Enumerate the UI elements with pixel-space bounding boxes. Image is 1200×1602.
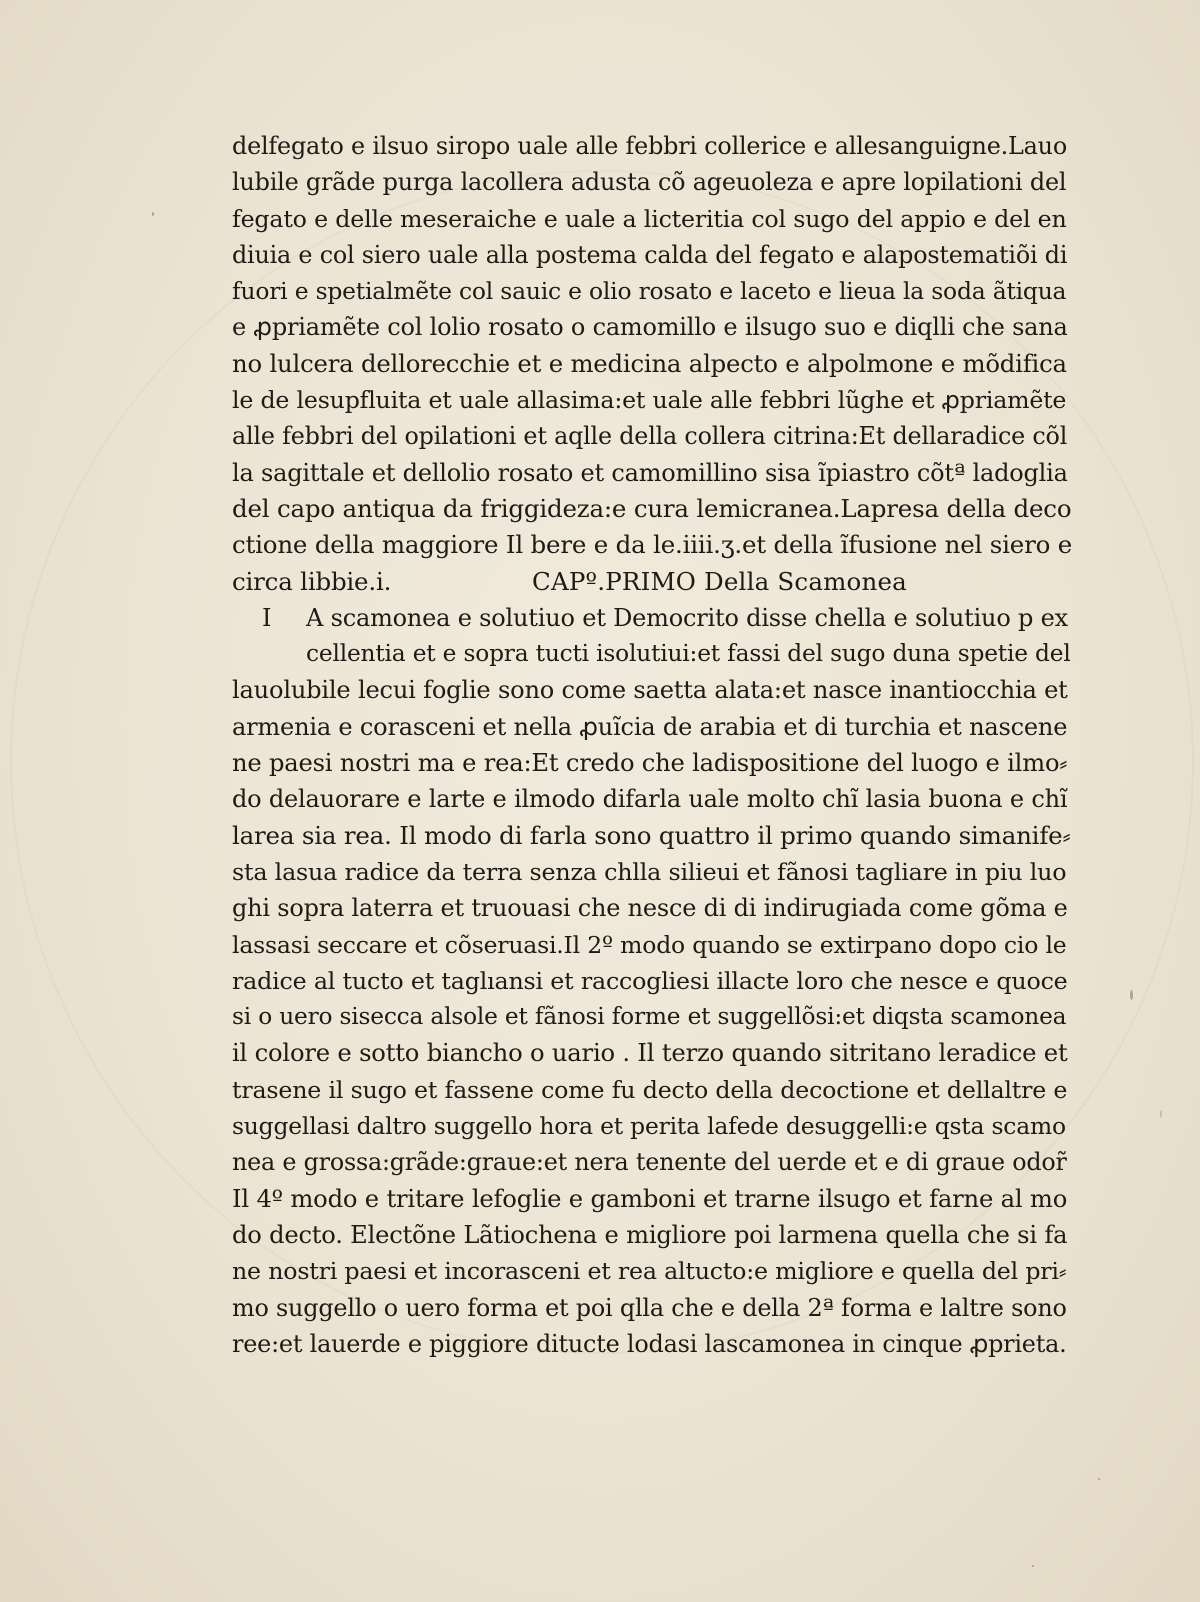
text-line: nea e grossa:grãde:graue:et nera tenente del uerde et e di graue odor̃ <box>232 1148 1067 1177</box>
text-line: larea sia rea. Il modo di farla sono quattro il primo quando simanife⸗ <box>232 820 1071 850</box>
text-line: no lulcera dellorecchie et e medicina alpecto e alpolmone e mõdifica <box>232 348 1067 378</box>
text-line: le de lesupfluita et uale allasima:et uale alle febbri lũghe et ꝓpriamẽte <box>232 386 1067 415</box>
text-line: ne nostri paesi et incorasceni et rea altucto:e migliore e quella del pri⸗ <box>232 1257 1067 1286</box>
text-line: delfegato e ilsuo siropo uale alle febbri collerice e allesanguigne.Lauo <box>232 132 1068 160</box>
text-line: e ꝓpriamẽte col lolio rosato o camomillo e ilsugo suo e diqlli che sana <box>232 313 1068 342</box>
text-line: radice al tucto et taglıansi et raccogliesi illacte loro che nesce e quoce <box>232 966 1068 995</box>
text-line: ghi sopra laterra et truouasi che nesce di di indirugiada come gõma e <box>232 894 1068 923</box>
text-line: cellentia et e sopra tucti isolutiui:et fassi del sugo duna spetie del <box>306 640 1071 668</box>
text-line: la sagittale et dellolio rosato et camomillino sisa ĩpiastro cõtª ladoglia <box>232 458 1068 487</box>
text-line: lassasi seccare et cõseruasi.Il 2º modo quando se extirpano dopo cio le <box>232 930 1067 959</box>
text-line: trasene il sugo et fassene come fu decto della decoctione et dellaltre e <box>232 1075 1068 1104</box>
text-line: sta lasua radice da terra senza chlla silieui et fãnosi tagliare in piu luo <box>232 857 1067 886</box>
text-line: si o uero sisecca alsole et fãnosi forme et suggellõsi:et diqsta scamonea <box>232 1003 1067 1031</box>
text-line: Il 4º modo e tritare lefoglie e gamboni et trarne ilsugo et farne al mo <box>232 1183 1068 1213</box>
text-line: suggellasi daltro suggello hora et perita lafede desuggelli:e qsta scamo <box>232 1112 1066 1141</box>
text-line: ne paesi nostri ma e rea:Et credo che ladispositione del luogo e ilmo⸗ <box>232 749 1068 778</box>
text-line: fegato e delle meseraiche e uale a licteritia col sugo del appio e del en <box>232 204 1067 233</box>
text-line: armenia e corasceni et nella ꝓuĩcia de arabia et di turchia et nascene <box>232 712 1068 741</box>
text-line: lauolubile lecui foglie sono come saetta alata:et nasce inantiocchia et <box>232 676 1068 705</box>
text-line: fuori e spetialmẽte col sauic e olio rosato e laceto e lieua la soda ãtiqua <box>232 277 1067 306</box>
text-line: lubile grãde purga lacollera adusta cõ ageuoleza e apre lopilationi del <box>232 168 1067 197</box>
text-line: A scamonea e solutiuo et Democrito disse chella e solutiuo p ex <box>306 603 1068 632</box>
chapter-first-line <box>232 600 1072 636</box>
text-line: ctione della maggiore Il bere e da le.iiii.ʒ.et della ĩfusione nel siero e <box>232 530 1072 560</box>
text-line: ree:et lauerde e piggiore ditucte lodasi lascamonea in cinque ꝓprieta. <box>232 1329 1067 1358</box>
text-line: alle febbri del opilationi et aqlle della collera citrina:Et dellaradice cõl <box>232 422 1068 451</box>
text-line: do delauorare e larte e ilmodo difarla uale molto chĩ lasia buona e chĩ <box>232 785 1068 814</box>
initial-letter: I <box>262 603 272 632</box>
text-line: diuia e col siero uale alla postema calda del fegato e alapostematiõi di <box>232 240 1068 269</box>
text-block <box>232 128 1072 1362</box>
text-line: il colore e sotto biancho o uario . Il terzo quando sitritano leradice et <box>232 1038 1068 1068</box>
text-line: do decto. Electõne Lãtiochena e migliore poi larmena quella che si fa <box>232 1220 1068 1249</box>
chapter-heading: CAPº.PRIMO Della Scamonea <box>532 566 907 596</box>
text-line: mo suggello o uero forma et poi qlla che e della 2ª forma e laltre sono <box>232 1293 1067 1322</box>
text-line: del capo antiqua da friggideza:e cura lemicranea.Lapresa della deco <box>232 493 1072 523</box>
closing-text: circa libbie.i. <box>232 566 392 596</box>
chapter-heading-row <box>232 564 1072 600</box>
